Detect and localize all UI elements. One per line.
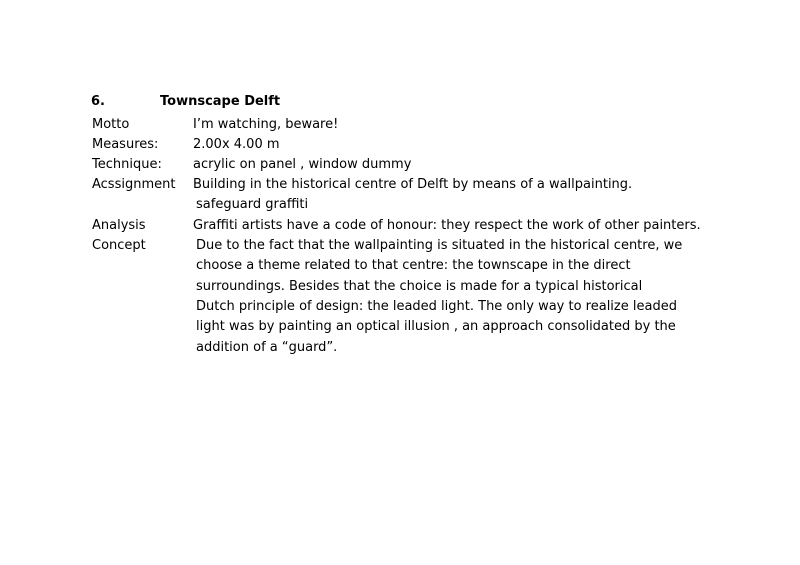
technique-value: acrylic on panel , window dummy: [193, 157, 412, 172]
analysis-label: Analysis: [92, 218, 146, 233]
concept-row: [0, 299, 800, 319]
assignment-label: Acssignment: [92, 177, 176, 192]
analysis-row: [0, 218, 800, 238]
concept-row: [0, 238, 800, 258]
motto-value: I’m watching, beware!: [193, 117, 339, 132]
concept-line: addition of a “guard”.: [196, 340, 338, 355]
concept-row: [0, 258, 800, 278]
assignment-row-continued: [0, 197, 800, 217]
concept-line: choose a theme related to that centre: the townscape in the direct: [196, 258, 631, 273]
measures-label: Measures:: [92, 137, 159, 152]
measures-value: 2.00x 4.00 m: [193, 137, 280, 152]
motto-row: [0, 117, 800, 137]
technique-row: [0, 157, 800, 177]
concept-label: Concept: [92, 238, 146, 253]
concept-row: [0, 279, 800, 299]
concept-line: Due to the fact that the wallpainting is situated in the historical centre, we: [196, 238, 683, 253]
concept-line: light was by painting an optical illusion , an approach consolidated by the: [196, 319, 676, 334]
concept-row: [0, 340, 800, 360]
concept-line: surroundings. Besides that the choice is made for a typical historical: [196, 279, 643, 294]
analysis-value: Graffiti artists have a code of honour: they respect the work of other painters.: [193, 218, 701, 233]
assignment-row: [0, 177, 800, 197]
assignment-value-line2: safeguard graffiti: [196, 197, 309, 212]
motto-label: Motto: [92, 117, 130, 132]
technique-label: Technique:: [92, 157, 162, 172]
measures-row: [0, 137, 800, 157]
concept-line: Dutch principle of design: the leaded light. The only way to realize leaded: [196, 299, 677, 314]
assignment-value: Building in the historical centre of Delft by means of a wallpainting.: [193, 177, 633, 192]
section-title: Townscape Delft: [160, 94, 281, 109]
section-number: 6.: [91, 94, 105, 109]
concept-row: [0, 319, 800, 339]
